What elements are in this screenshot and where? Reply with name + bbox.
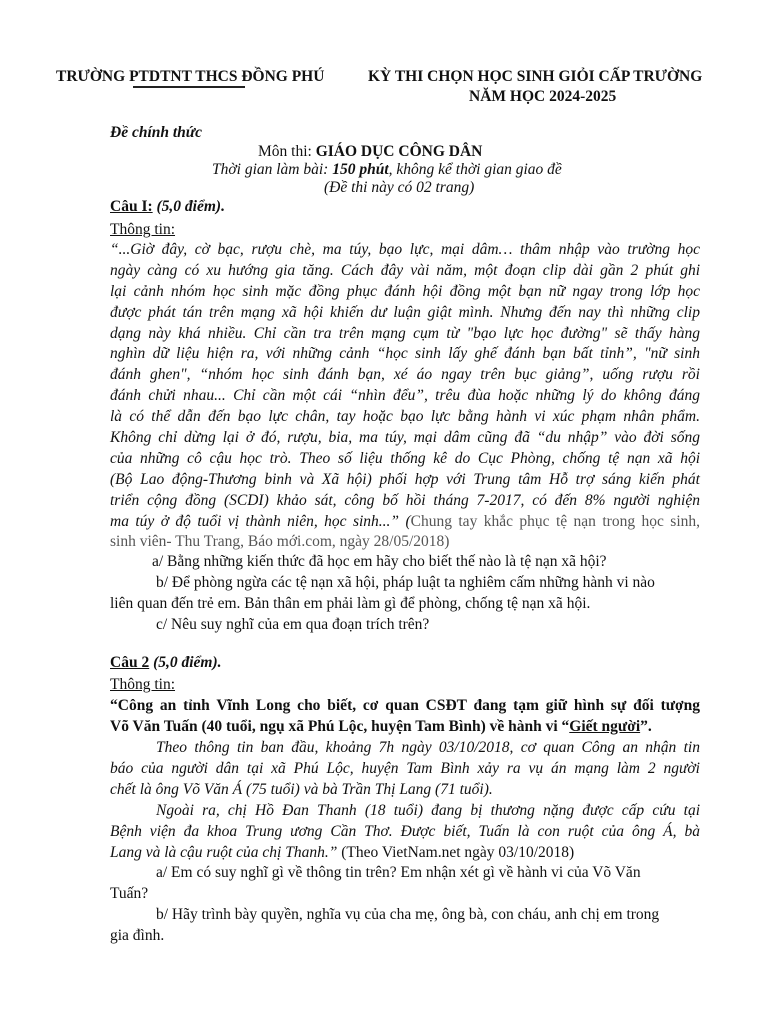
subject-line: [258, 143, 482, 161]
q2-points: (5,0 điểm).: [149, 654, 222, 671]
q1-last-italic: ma túy ở độ tuổi vị thành niên, học sinh...” (: [110, 512, 411, 530]
q1-line: triển cộng đồng (SCDI) khảo sát, công bố hồi tháng 7-2017, có đến 8% người nghiện: [110, 491, 700, 509]
q1-line: Không chỉ dừng lại ở đó, rượu, bia, ma túy, mại dâm cũng đã “du nhập” vào đời sống: [110, 429, 700, 447]
q1-question-a: a/ Bằng những kiến thức đã học em hãy cho biết thế nào là tệ nạn xã hội?: [152, 553, 607, 570]
q1-question-b2: liên quan đến trẻ em. Bản thân em phải làm gì để phòng, chống tệ nạn xã hội.: [110, 595, 591, 612]
official-label: Đề chính thức: [110, 124, 202, 141]
school-suffix: ĐỒNG PHÚ: [237, 68, 325, 85]
q1-question-c: c/ Nêu suy nghĩ của em qua đoạn trích trên?: [156, 616, 430, 633]
subject-name: GIÁO DỤC CÔNG DÂN: [315, 143, 483, 160]
q2-info-label: Thông tin:: [110, 676, 176, 693]
q1-line: đánh chửi nhau... Chỉ cần một cái “nhìn đểu”, trêu đùa hoặc những lý do không đáng: [110, 387, 700, 405]
q2-lead-line: [110, 717, 700, 738]
q2-question-b2: gia đình.: [110, 927, 165, 944]
q2-question-b1: b/ Hãy trình bày quyền, nghĩa vụ của cha mẹ, ông bà, con cháu, anh chị em trong: [156, 906, 660, 923]
subject-label: Môn thi:: [258, 143, 316, 160]
school-underline: [133, 86, 245, 88]
q2-question-a2: Tuấn?: [110, 885, 149, 902]
exam-title: KỲ THI CHỌN HỌC SINH GIỎI CẤP TRƯỜNG: [368, 68, 703, 85]
q1-line: là có thể dẫn đến bạo lực chân, tay hoặc bạo lực bằng hành vi xúc phạm nhân phẩm.: [110, 408, 700, 426]
q1-passage: [110, 240, 700, 553]
q1-question-b1: b/ Để phòng ngừa các tệ nạn xã hội, pháp luật ta nghiêm cấm những hành vi nào: [156, 574, 655, 591]
time-value: 150 phút: [332, 161, 389, 178]
q1-line: đánh ghen", “nhóm học sinh đánh bạn, xé áo ngay trên bục giảng”, uống rượu rồi: [110, 366, 700, 384]
q2-p1-line: Theo thông tin ban đầu, khoảng 7h ngày 03/10/2018, cơ quan Công an nhận tin: [156, 739, 700, 756]
q2-p2-line: [110, 843, 700, 864]
q2-p1-line: báo của người dân tại xã Phú Lộc, huyện Tam Bình xảy ra vụ án mạng làm 2 người: [110, 759, 700, 777]
q2-question-a1: a/ Em có suy nghĩ gì về thông tin trên? Em nhận xét gì về hành vi của Võ Văn: [156, 864, 641, 881]
school-prefix: TRƯỜNG: [56, 68, 130, 85]
q1-line: nghìn dữ liệu hiện ra, với những cảnh “học sinh lấy ghế đánh bạn bất tỉnh”, "nữ sinh: [110, 345, 700, 363]
q2-lead: [110, 696, 700, 738]
school-name: [56, 68, 324, 86]
time-label: Thời gian làm bài:: [212, 161, 333, 178]
time-line: [212, 161, 562, 179]
q1-line-source: [110, 512, 700, 533]
q2-p2-line: Ngoài ra, chị Hồ Đan Thanh (18 tuổi) đang bị thương nặng được cấp cứu tại: [156, 802, 700, 819]
q2-lead-end: ”.: [640, 717, 652, 735]
q1-line: (Bộ Lao động-Thương binh và Xã hội) phối hợp với Trung tâm Hỗ trợ sáng kiến phát: [110, 470, 700, 488]
q2-paragraph-1: [110, 738, 700, 801]
q2-lead-line: “Công an tỉnh Vĩnh Long cho biết, cơ quan CSĐT đang tạm giữ hình sự đối tượng: [110, 697, 700, 714]
pages-note: (Đề thi này có 02 trang): [324, 179, 475, 196]
q1-heading: [110, 198, 225, 216]
q1-line: ngày càng có xu hướng gia tăng. Cách đây vài năm, một đoạn clip dài gần 2 phút ghi: [110, 261, 700, 279]
time-suffix: , không kể thời gian giao đề: [388, 161, 562, 178]
q2-title: Câu 2: [110, 654, 150, 671]
school-abbrev: PTDTNT THCS: [129, 68, 238, 85]
q1-title: Câu I:: [110, 198, 153, 215]
q1-line: của những cô cậu học trò. Theo số liệu thống kê do Cục Phòng, chống tệ nạn xã hội: [110, 449, 700, 467]
q2-heading: [110, 654, 222, 672]
q2-lead-text: Võ Văn Tuấn (40 tuổi, ngụ xã Phú Lộc, huyện Tam Bình) về hành vi “: [110, 717, 570, 735]
q1-info-label: Thông tin:: [110, 221, 176, 238]
q1-line: dạng này khá nhiều. Chỉ cần tra trên mạng cụm từ "bạo lực học đường" sẽ thấy hàng: [110, 324, 700, 342]
q1-source-a: Chung tay khắc phục tệ nạn trong học sinh,: [410, 512, 700, 530]
school-year: NĂM HỌC 2024-2025: [469, 88, 617, 105]
q1-points: (5,0 điểm).: [152, 198, 225, 215]
q2-source: (Theo VietNam.net ngày 03/10/2018): [337, 843, 575, 861]
q1-line: lại cảnh nhóm học sinh mặc đồng phục đánh hội đồng một bạn nữ ngay trong lớp học: [110, 282, 700, 300]
q1-line: được phát tán trên mạng xã hội khiến dư luận giật mình. Nhưng đến nay thì những clip: [110, 303, 700, 321]
q2-p2-line: Bệnh viện đa khoa Trung ương Cần Thơ. Được biết, Tuấn là con ruột của ông Á, bà: [110, 822, 700, 840]
q2-lead-underlined: Giết người: [569, 717, 641, 735]
q1-source-b: sinh viên- Thu Trang, Báo mới.com, ngày 28/05/2018): [110, 533, 450, 551]
q2-paragraph-2: [110, 801, 700, 864]
q2-p2-last-italic: Lang và là cậu ruột của chị Thanh.”: [110, 843, 338, 861]
q1-line: “...Giờ đây, cờ bạc, rượu chè, ma túy, bạo lực, mại dâm… thâm nhập vào trường học: [110, 241, 700, 258]
q2-p1-line: chết là ông Võ Văn Á (75 tuổi) và bà Trần Thị Lang (71 tuổi).: [110, 780, 493, 798]
